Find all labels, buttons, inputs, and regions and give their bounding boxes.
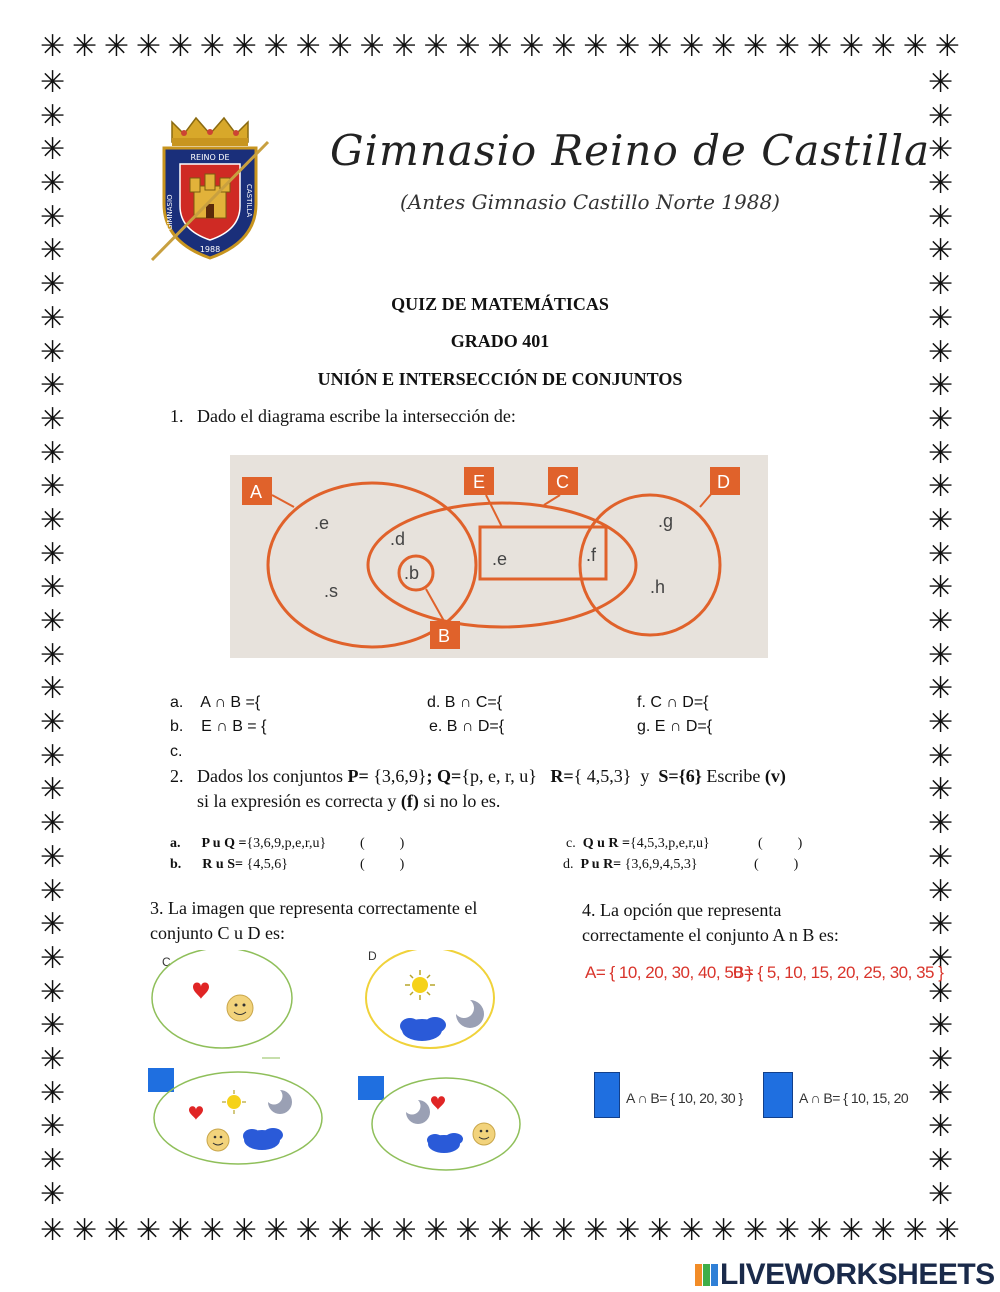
q2-item-c: c. Q u R ={4,5,3,p,e,r,u} xyxy=(566,836,710,851)
q1-item-a: a. A ∩ B ={ xyxy=(170,694,261,711)
q4-option2-checkbox[interactable] xyxy=(763,1072,793,1118)
q4-line1: 4. La opción que representa xyxy=(582,900,782,920)
label-b: B xyxy=(438,626,451,646)
label-a: A xyxy=(250,482,263,502)
school-logo xyxy=(150,112,270,264)
border-bottom: ✳ ✳ ✳ ✳ ✳ ✳ ✳ ✳ ✳ ✳ ✳ ✳ ✳ ✳ ✳ ✳ ✳ ✳ ✳ ✳ ✳ ✳ ✳ ✳ ✳ ✳ ✳ ✳ ✳ xyxy=(40,1213,960,1248)
option2-checkbox xyxy=(358,1076,384,1100)
q2-item-b: b. R u S= {4,5,6} xyxy=(170,857,288,872)
option1-ring xyxy=(154,1072,322,1164)
liveworksheets-logo xyxy=(694,1258,995,1292)
border-left: ✳ ✳ ✳ ✳ ✳ ✳ ✳ ✳ ✳ ✳ ✳ ✳ ✳ ✳ ✳ ✳ ✳ ✳ ✳ ✳ ✳ ✳ ✳ ✳ ✳ ✳ ✳ ✳ ✳ ✳ ✳ ✳ ✳ ✳ xyxy=(40,65,66,1212)
liveworksheets-icon xyxy=(694,1262,720,1288)
q4-set-b: B= { 5, 10, 15, 20, 25, 30, 35 } xyxy=(733,963,944,982)
q1-text: 1. Dado el diagrama escribe la intersección de: xyxy=(170,406,516,426)
label-d: D xyxy=(717,472,730,492)
q1-item-d: d. B ∩ C={ xyxy=(427,694,503,711)
q3-line2: conjunto C u D es: xyxy=(150,923,285,943)
set-c-label: C xyxy=(162,955,171,969)
q2-item-d-answer[interactable]: ( ) xyxy=(754,857,799,872)
logo-year: 1988 xyxy=(199,245,221,254)
school-subtitle: (Antes Gimnasio Castillo Norte 1988) xyxy=(400,190,780,214)
elem-s: .s xyxy=(324,581,339,601)
logo-text-right: CASTILLA xyxy=(245,184,253,218)
cloud-icon xyxy=(400,1017,446,1041)
q1-item-g: g. E ∩ D={ xyxy=(637,718,713,735)
venn-diagram xyxy=(230,455,768,658)
heart-icon xyxy=(193,983,209,1000)
q4-set-a: A= { 10, 20, 30, 40, 50 } xyxy=(585,963,752,982)
set-d-label: D xyxy=(368,950,377,963)
set-c-ring xyxy=(152,950,292,1048)
elem-f: .f xyxy=(586,545,597,565)
label-c: C xyxy=(556,472,569,492)
smiley-icon xyxy=(227,995,253,1021)
q2-line1: Dados los conjuntos P= {3,6,9}; Q={p, e, r, u} R={ 4,5,3} y S={6} Escribe (v) xyxy=(197,766,786,786)
elem-d: .d xyxy=(390,529,406,549)
grade-title: GRADO 401 xyxy=(450,331,550,351)
label-e: E xyxy=(473,472,486,492)
q4-option1: A ∩ B= { 10, 20, 30 } xyxy=(626,1090,743,1106)
elem-g: .g xyxy=(658,511,674,531)
sun-icon xyxy=(405,970,435,1000)
elem-h: .h xyxy=(650,577,666,597)
option1-checkbox xyxy=(148,1068,174,1092)
logo-text-left: GIMNASIO xyxy=(166,194,174,230)
q3-line1: 3. La imagen que representa correctamente el xyxy=(150,898,478,918)
option2-ring xyxy=(372,1078,520,1170)
school-name: Gimnasio Reino de Castilla xyxy=(330,126,931,175)
liveworksheets-text: LIVEWORKSHEETS xyxy=(720,1258,995,1291)
q1-item-f: f. C ∩ D={ xyxy=(637,694,709,711)
q2-item-c-answer[interactable]: ( ) xyxy=(758,836,803,851)
q2-num: 2. xyxy=(170,766,184,786)
elem-b: .b xyxy=(404,563,420,583)
quiz-title: QUIZ DE MATEMÁTICAS xyxy=(391,294,609,314)
q2-item-b-answer[interactable]: ( ) xyxy=(360,857,405,872)
q4-option2: A ∩ B= { 10, 15, 20 xyxy=(799,1090,909,1106)
logo-text-top: REINO DE xyxy=(190,153,230,162)
q1-item-b: b. E ∩ B = { xyxy=(170,718,267,735)
topic-title: UNIÓN E INTERSECCIÓN DE CONJUNTOS xyxy=(317,369,683,389)
border-right: ✳ ✳ ✳ ✳ ✳ ✳ ✳ ✳ ✳ ✳ ✳ ✳ ✳ ✳ ✳ ✳ ✳ ✳ ✳ ✳ ✳ ✳ ✳ ✳ ✳ ✳ ✳ ✳ ✳ ✳ ✳ ✳ ✳ ✳ xyxy=(928,65,954,1212)
elem-e-in-a: .e xyxy=(314,513,330,533)
q4-line2: correctamente el conjunto A n B es: xyxy=(582,925,839,945)
border-top: ✳ ✳ ✳ ✳ ✳ ✳ ✳ ✳ ✳ ✳ ✳ ✳ ✳ ✳ ✳ ✳ ✳ ✳ ✳ ✳ ✳ ✳ ✳ ✳ ✳ ✳ ✳ ✳ ✳ xyxy=(40,29,960,64)
q1-item-e: e. B ∩ D={ xyxy=(429,718,505,735)
q4-option1-checkbox[interactable] xyxy=(594,1072,620,1118)
q2-item-a: a. P u Q ={3,6,9,p,e,r,u} xyxy=(170,836,327,851)
q2-item-a-answer[interactable]: ( ) xyxy=(360,836,405,851)
elem-e-in-e: .e xyxy=(492,549,508,569)
q2-line2: si la expresión es correcta y (f) si no lo es. xyxy=(197,791,501,811)
q2-item-d: d. P u R= {3,6,9,4,5,3} xyxy=(563,857,698,872)
q1-item-c: c. xyxy=(170,743,183,760)
q3-images xyxy=(140,950,530,1180)
moon-icon xyxy=(456,1000,484,1028)
